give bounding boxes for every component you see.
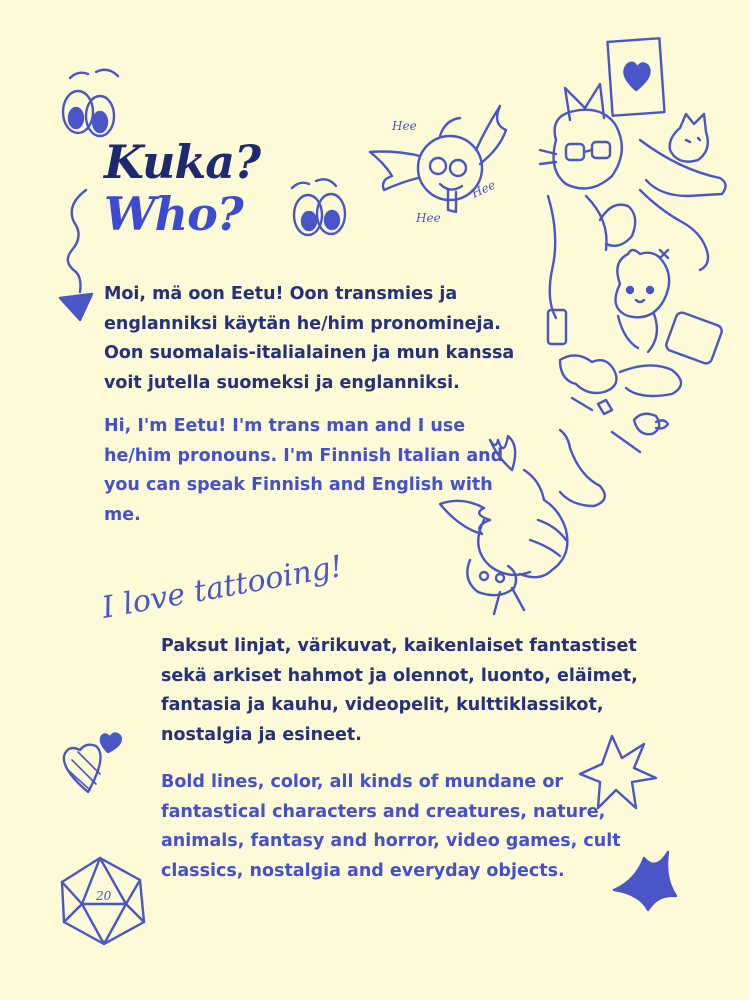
intro-english: Hi, I'm Eetu! I'm trans man and I use he/him pronouns. I'm Finnish Italian and you can speak Finnish and English with me. — [104, 416, 504, 525]
svg-text:Hee: Hee — [392, 119, 417, 133]
intro-finnish: Moi, mä oon Eetu! Oon transmies ja englanniksi käytän he/him pronomineja. Oon suomalais-italialainen ja mun kanssa voit jutella suomeksi ja englanniksi. — [104, 284, 515, 393]
cat-character-pile-icon — [540, 84, 726, 452]
d20-dice-icon — [62, 858, 144, 944]
page-title — [104, 136, 260, 240]
eyes-icon — [292, 179, 345, 235]
svg-text:I love tattooing!: I love tattooing! — [99, 549, 346, 626]
handwritten-note-icon — [98, 549, 345, 626]
interests-english: Bold lines, color, all kinds of mundane or fantastical characters and creatures, nature, animals, fantasy and horror, video games, cult classics, nostalgia and everyday objects. — [161, 772, 621, 881]
eyes-icon — [63, 70, 118, 136]
svg-text:Hee: Hee — [416, 211, 441, 225]
title-english: Who? — [104, 187, 243, 241]
heart-icon — [64, 733, 121, 792]
heart-frame-icon — [607, 38, 664, 115]
title-finnish: Kuka? — [104, 135, 261, 189]
interests-finnish: Paksut linjat, värikuvat, kaikenlaiset fantastiset sekä arkiset hahmot ja olennot, luonto, eläimet, fantasia ja kauhu, videopelit, kulttiklassikot, nostalgia ja esineet. — [161, 636, 638, 745]
curly-arrow-icon — [60, 190, 92, 320]
svg-text:Hee: Hee — [469, 177, 498, 201]
bat-creature-icon — [370, 106, 506, 225]
svg-text:20: 20 — [96, 889, 112, 903]
